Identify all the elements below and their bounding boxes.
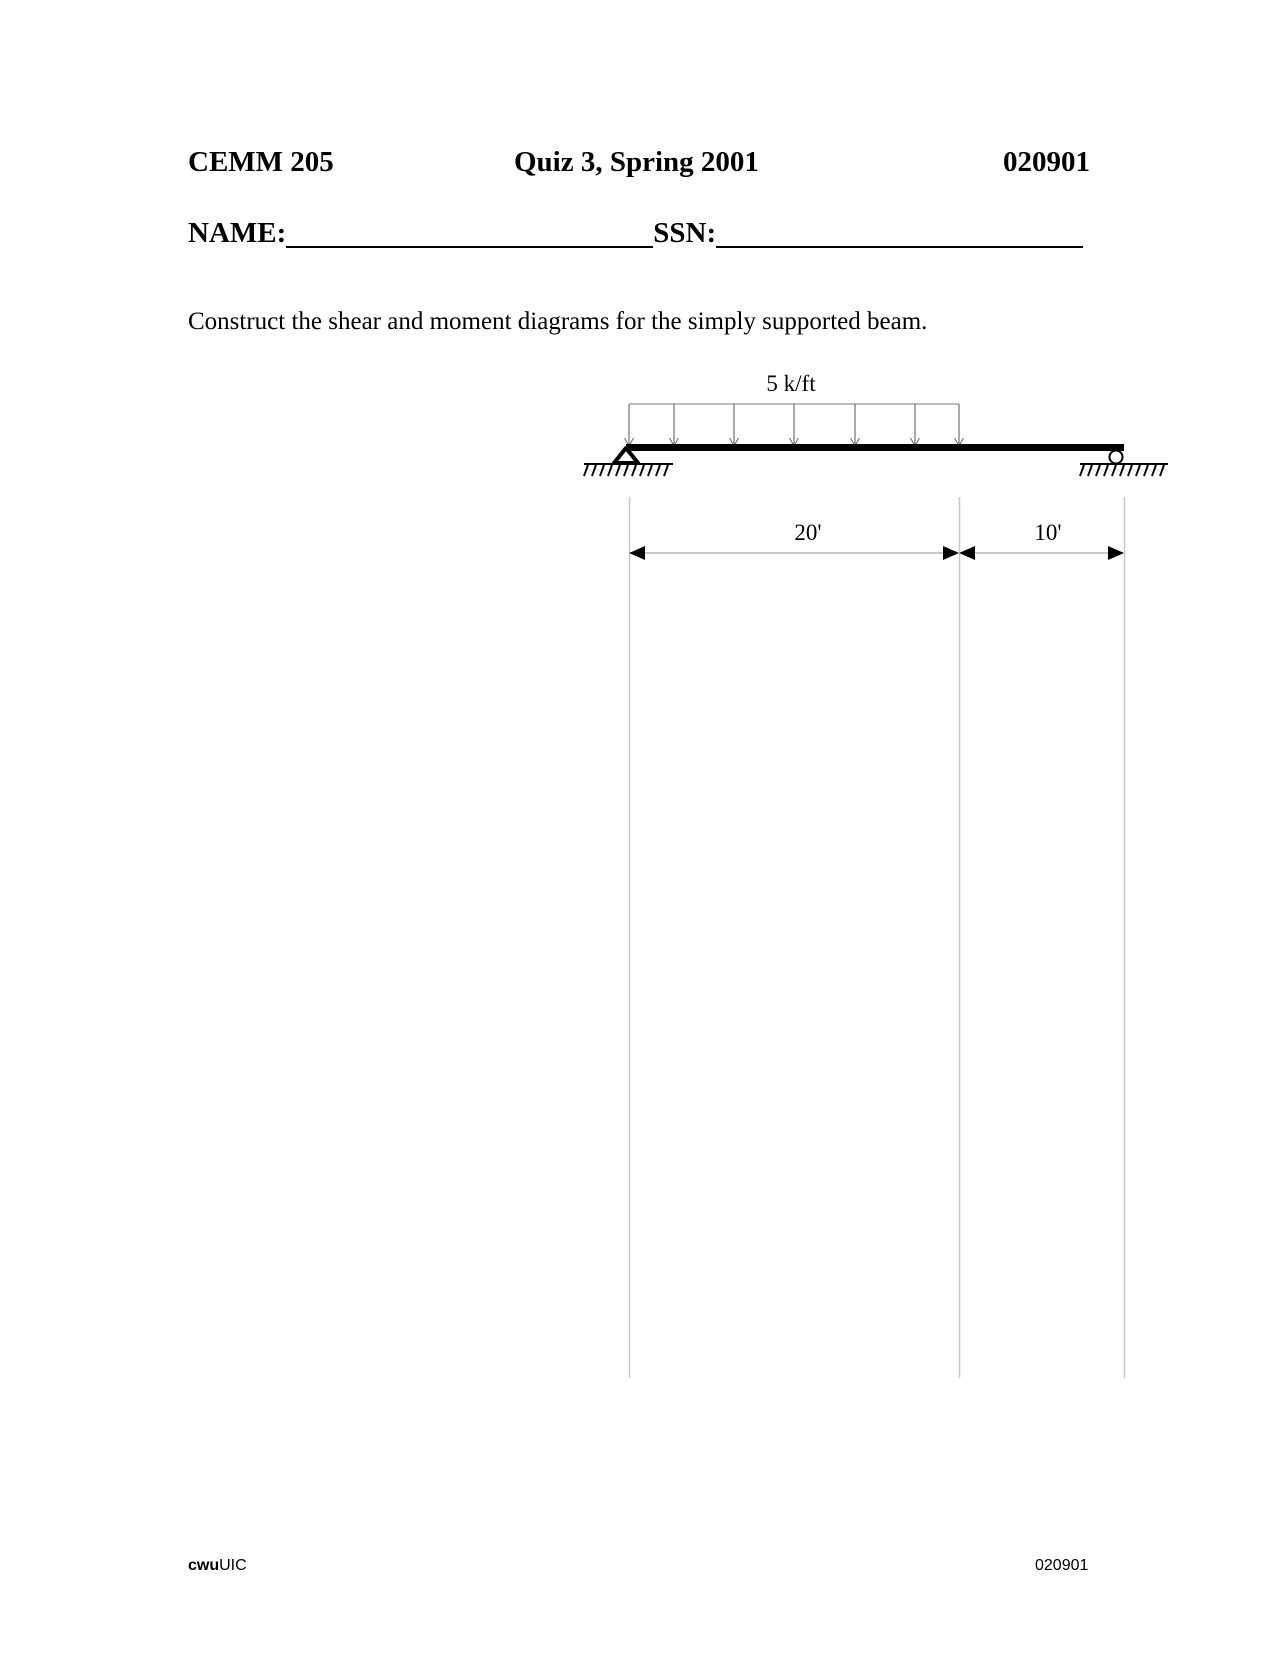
beam <box>626 444 1124 451</box>
distributed-load <box>629 404 959 446</box>
span-1-label: 20' <box>794 520 822 545</box>
footer-brand-bold: cwu <box>188 1557 220 1574</box>
dimension-span-2 <box>959 546 1124 560</box>
instruction-text: Construct the shear and moment diagrams for the simply supported beam. <box>188 308 928 335</box>
document-code: 020901 <box>1003 146 1090 178</box>
pin-support <box>584 448 673 476</box>
name-label: NAME: <box>188 217 287 249</box>
footer-brand-normal: UIC <box>219 1557 247 1574</box>
quiz-title: Quiz 3, Spring 2001 <box>514 146 759 178</box>
load-label: 5 k/ft <box>766 371 816 396</box>
footer-code: 020901 <box>1035 1557 1089 1574</box>
dimension-span-1 <box>629 546 959 560</box>
course-code: CEMM 205 <box>188 146 334 178</box>
footer-left <box>188 1558 247 1574</box>
span-2-label: 10' <box>1034 520 1062 545</box>
ssn-label: SSN: <box>653 217 717 249</box>
roller-support <box>1080 451 1168 477</box>
